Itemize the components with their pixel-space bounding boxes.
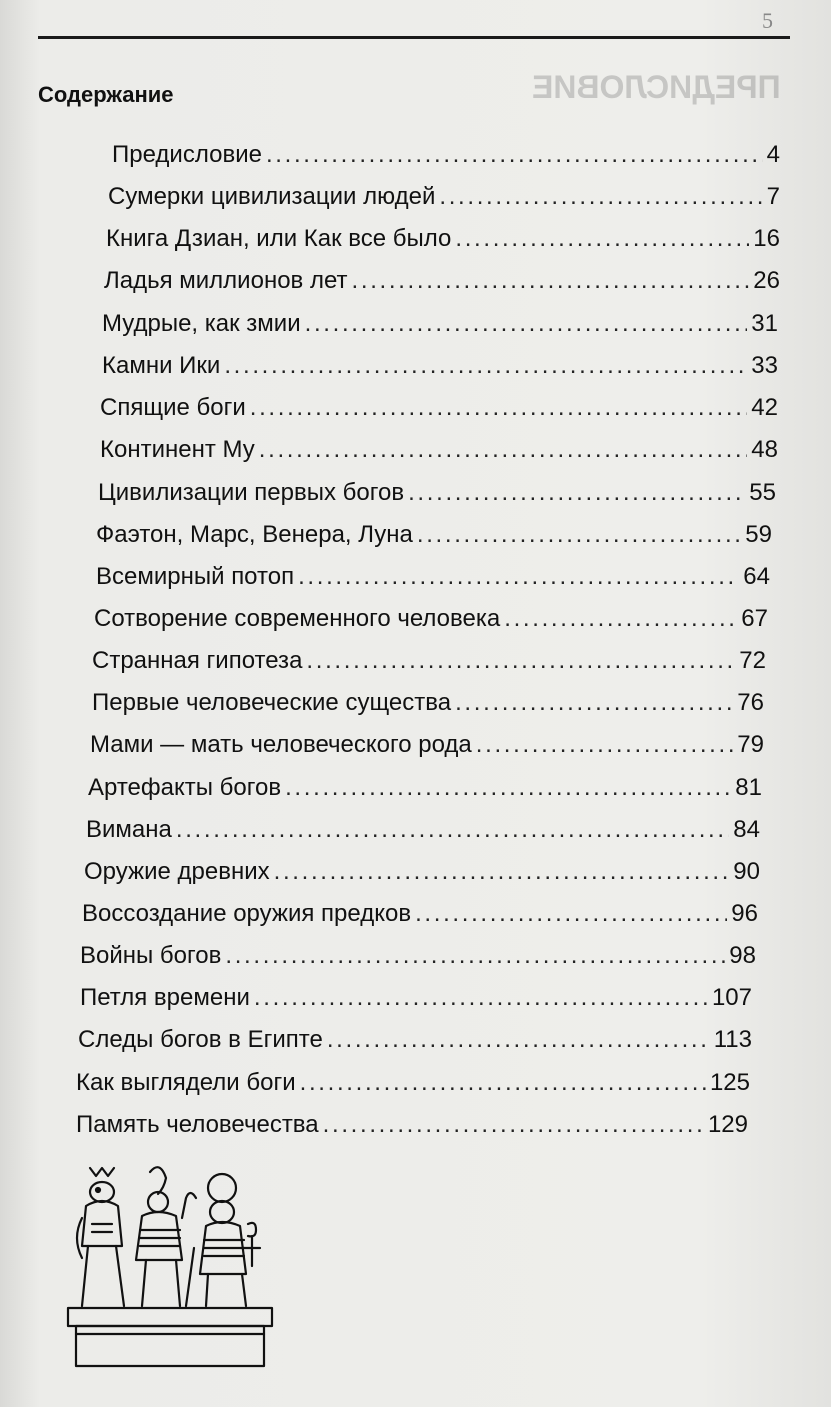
toc-entry-label: Память человечества [76, 1111, 319, 1138]
toc-entry-page: 59 [745, 521, 772, 548]
toc-entry [102, 351, 778, 381]
toc-entry-label: Петля времени [80, 984, 250, 1011]
leader-dots [455, 224, 749, 254]
leader-dots [327, 1025, 710, 1055]
toc-entry [100, 435, 778, 465]
toc-entry [94, 604, 768, 634]
toc-entry-label: Сотворение современного человека [94, 605, 501, 632]
leader-dots [504, 604, 737, 634]
toc-entry-page: 4 [766, 141, 780, 168]
toc-entry-page: 31 [751, 310, 778, 337]
toc-entry-label: Войны богов [80, 942, 222, 969]
leader-dots [285, 773, 731, 803]
toc-entry-page: 26 [753, 267, 780, 294]
toc-entry-label: Мами — мать человеческого рода [90, 731, 472, 758]
toc-entry [112, 140, 780, 170]
toc-entry-label: Книга Дзиан, или Как все было [106, 225, 452, 252]
leader-dots [352, 266, 750, 296]
toc-entry [96, 520, 772, 550]
leader-dots [250, 393, 748, 423]
toc-entry [78, 1025, 752, 1055]
leader-dots [298, 562, 739, 592]
toc-entry-label: Странная гипотеза [92, 647, 303, 674]
toc-entry [76, 1068, 750, 1098]
toc-entry-label: Континент Му [100, 436, 255, 463]
toc-title: Содержание [38, 82, 174, 107]
toc-entry-page: 113 [713, 1026, 752, 1053]
leader-dots [415, 899, 727, 929]
toc-entry [106, 224, 780, 254]
toc-entry [92, 688, 764, 718]
toc-entry-page: 42 [751, 394, 778, 421]
toc-entry-label: Ладья миллионов лет [104, 267, 348, 294]
toc-entry [84, 857, 760, 887]
toc-entry-page: 107 [711, 984, 752, 1011]
toc-entry-label: Мудрые, как змии [102, 310, 301, 337]
toc-entry [108, 182, 780, 212]
toc-entry-page: 55 [749, 479, 776, 506]
toc-entry [76, 1110, 748, 1140]
leader-dots [225, 941, 725, 971]
leader-dots [224, 351, 747, 381]
toc-entry-page: 76 [737, 689, 764, 716]
toc-entry-label: Всемирный потоп [96, 563, 295, 590]
toc-entry-page: 96 [731, 900, 758, 927]
toc-entry [96, 562, 770, 592]
toc-entry-page: 67 [741, 605, 768, 632]
toc-entry-label: Сумерки цивилизации людей [108, 183, 436, 210]
toc-entry [80, 983, 752, 1013]
toc-entry-label: Предисловие [112, 141, 262, 168]
toc-entry-label: Оружие древних [84, 858, 270, 885]
toc-entry [102, 309, 778, 339]
page-number: 5 [762, 8, 773, 33]
leader-dots [476, 730, 734, 760]
toc-entry-page: 81 [735, 774, 762, 801]
toc-entry [92, 646, 766, 676]
leader-dots [455, 688, 733, 718]
leader-dots [305, 309, 748, 339]
leader-dots [259, 435, 748, 465]
leader-dots [300, 1068, 706, 1098]
toc-entry-page: 33 [751, 352, 778, 379]
leader-dots [254, 983, 708, 1013]
toc-entry-page: 98 [729, 942, 756, 969]
toc-entry [104, 266, 780, 296]
leader-dots [439, 182, 762, 212]
toc-entry-label: Артефакты богов [88, 774, 282, 801]
toc-entry-page: 125 [709, 1069, 750, 1096]
toc-entry-label: Спящие боги [100, 394, 246, 421]
toc-entry-page: 16 [753, 225, 780, 252]
leader-dots [417, 520, 741, 550]
toc-entry [98, 478, 776, 508]
toc-entry-label: Фаэтон, Марс, Венера, Луна [96, 521, 413, 548]
leader-dots [408, 478, 745, 508]
toc-entry-page: 84 [733, 816, 760, 843]
leader-dots [266, 140, 763, 170]
toc-entry-page: 7 [766, 183, 780, 210]
toc-entry-label: Как выглядели боги [76, 1069, 296, 1096]
toc-entry-page: 79 [737, 731, 764, 758]
leader-dots [306, 646, 735, 676]
toc-entry-page: 48 [751, 436, 778, 463]
toc-entry [88, 773, 762, 803]
toc-entry-label: Цивилизации первых богов [98, 479, 405, 506]
toc-entry-label: Воссоздание оружия предков [82, 900, 412, 927]
leader-dots [176, 815, 729, 845]
toc-entry [82, 899, 758, 929]
toc-entry-page: 90 [733, 858, 760, 885]
toc-entry-page: 64 [743, 563, 770, 590]
toc-entry-label: Первые человеческие существа [92, 689, 452, 716]
bleed-through-title: ПРЕДИСЛОВИЕ [532, 69, 781, 105]
leader-dots [323, 1110, 704, 1140]
toc-entry-label: Следы богов в Египте [78, 1026, 323, 1053]
leader-dots [274, 857, 730, 887]
egyptian-deities-illustration [62, 1158, 276, 1372]
toc-entry [90, 730, 764, 760]
toc-entry-page: 129 [707, 1111, 748, 1138]
toc-entry-label: Вимана [86, 816, 172, 843]
toc-entry [100, 393, 778, 423]
toc-entry [86, 815, 760, 845]
toc-entry-page: 72 [739, 647, 766, 674]
toc-entry-label: Камни Ики [102, 352, 221, 379]
toc-entry [80, 941, 756, 971]
